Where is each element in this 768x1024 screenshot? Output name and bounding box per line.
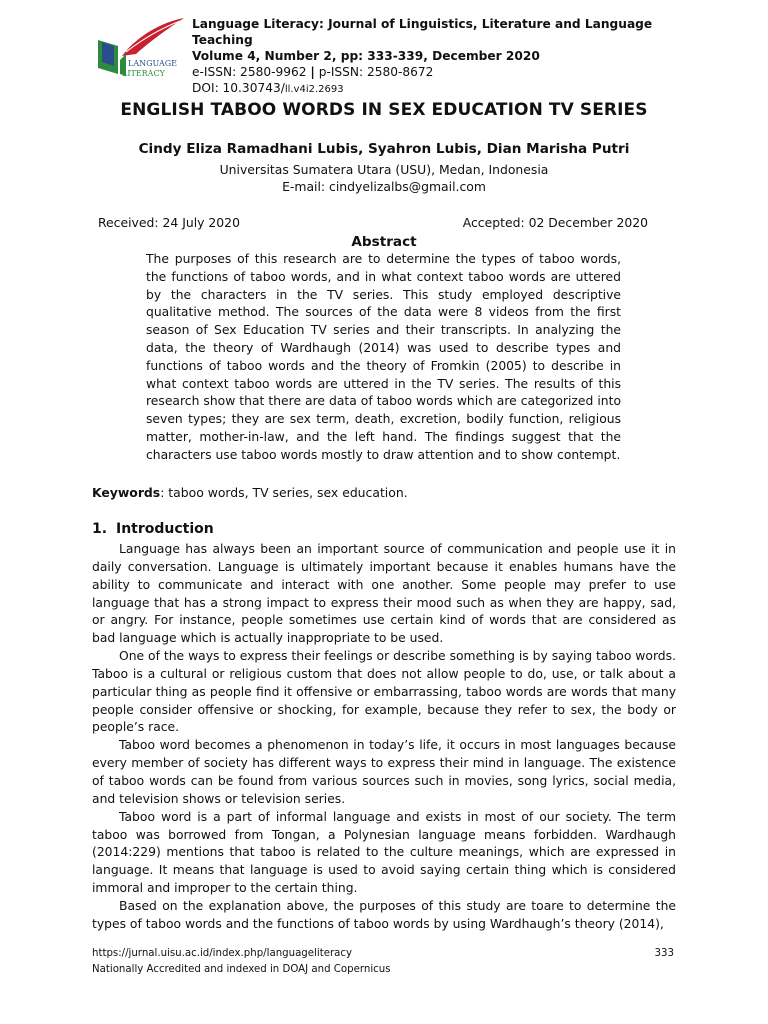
paragraph: Based on the explanation above, the purposes of this study are toare to determine the types of taboo words and the functions of taboo words by using Wardhaugh’s theory (2014), <box>92 898 676 931</box>
journal-logo <box>92 16 188 80</box>
journal-info <box>192 16 662 98</box>
keywords-text: : taboo words, TV series, sex education. <box>160 485 408 500</box>
accepted-date: Accepted: 02 December 2020 <box>462 215 648 230</box>
paragraph: Language has always been an important source of communication and people use it in daily conversation. Language is ultimately important because it enables humans have the ability to communicate and interact with one another. Some people may prefer to use language that has a strong impact to express their mood such as when they are happy, sad, or angry. For instance, people sometimes use certain kind of words that are considered as bad language which is actually inappropriate to be used. <box>92 542 676 646</box>
abstract-text: The purposes of this research are to determine the types of taboo words, the functions of taboo words, and in what context taboo words are uttered by the characters in the TV series. This study employed descriptive qualitative method. The sources of the data were 8 videos from the first season of Sex Education TV series and their transcripts. In analyzing the data, the theory of Wardhaugh (2014) was used to describe types and functions of taboo words and the theory of Fromkin (2005) to describe in what context taboo words are uttered in the TV series. The results of this research show that there are data of taboo words which are categorized into seven types; they are sex term, death, excretion, bodily function, religious matter, mother-in-law, and the left hand. The findings suggest that the characters use taboo words mostly to draw attention and to show contempt. <box>146 252 621 462</box>
section-title: Introduction <box>116 521 214 537</box>
paragraph: Taboo word becomes a phenomenon in today’s life, it occurs in most languages because every member of society has different ways to express their mind in language. The existence of taboo words can be found from various sources such in movies, song lyrics, social media, and television shows or television series. <box>92 738 676 806</box>
journal-name: Language Literacy: Journal of Linguistics, Literature and Language Teaching <box>192 17 653 47</box>
article-title: ENGLISH TABOO WORDS IN SEX EDUCATION TV SERIES <box>120 100 648 120</box>
quill-feather <box>122 18 184 56</box>
abstract-heading: Abstract <box>351 234 417 250</box>
volume-line: Volume 4, Number 2, pp: 333-339, December 2020 <box>192 49 540 63</box>
paragraph: Taboo word is a part of informal language and exists in most of our society. The term taboo was borrowed from Tongan, a Polynesian language means forbidden. Wardhaugh (2014:229) mentions that taboo is related to the culture meanings, which are expressed in language. It means that language is used to avoid saying certain thing which is considered immoral and improper to the certain thing. <box>92 809 676 896</box>
page-footer <box>92 946 676 977</box>
issn-separator: | <box>310 65 315 79</box>
paragraph: One of the ways to express their feelings or describe something is by saying taboo words. Taboo is a cultural or religious custom that does not allow people to do, use, or talk about a particular thing as people find it offensive or embarrassing, taboo words are words that many people consider offensive or shocking, for example, because they refer to sex, the body or people’s race. <box>92 649 676 735</box>
eissn: e-ISSN: 2580-9962 <box>192 65 307 79</box>
keywords-label: Keywords <box>92 485 161 500</box>
footer-note: Nationally Accredited and indexed in DOAJ and Copernicus <box>92 963 391 975</box>
doi-suffix: ll.v4i2.2693 <box>284 84 344 95</box>
section-number: 1. <box>92 521 108 537</box>
page-number: 333 <box>654 948 674 959</box>
section-heading <box>92 521 214 537</box>
logo-text-language: LANGUAGE <box>128 59 177 68</box>
received-date: Received: 24 July 2020 <box>98 215 240 230</box>
keywords-line <box>92 485 408 500</box>
issn-line <box>192 64 662 80</box>
doi-prefix: DOI: 10.30743/ <box>192 81 285 95</box>
section-body <box>92 541 676 934</box>
logo-text-literacy: LITERACY <box>122 69 165 78</box>
pissn: p-ISSN: 2580-8672 <box>318 65 434 79</box>
affiliation: Universitas Sumatera Utara (USU), Medan, Indonesia <box>219 162 549 177</box>
contact-email: E-mail: cindyelizalbs@gmail.com <box>282 179 486 194</box>
doi-line <box>192 80 662 98</box>
author-list: Cindy Eliza Ramadhani Lubis, Syahron Lubis, Dian Marisha Putri <box>138 141 630 157</box>
footer-url[interactable]: https://jurnal.uisu.ac.id/index.php/languageliteracy <box>92 948 353 959</box>
logo-graphic <box>92 16 188 80</box>
